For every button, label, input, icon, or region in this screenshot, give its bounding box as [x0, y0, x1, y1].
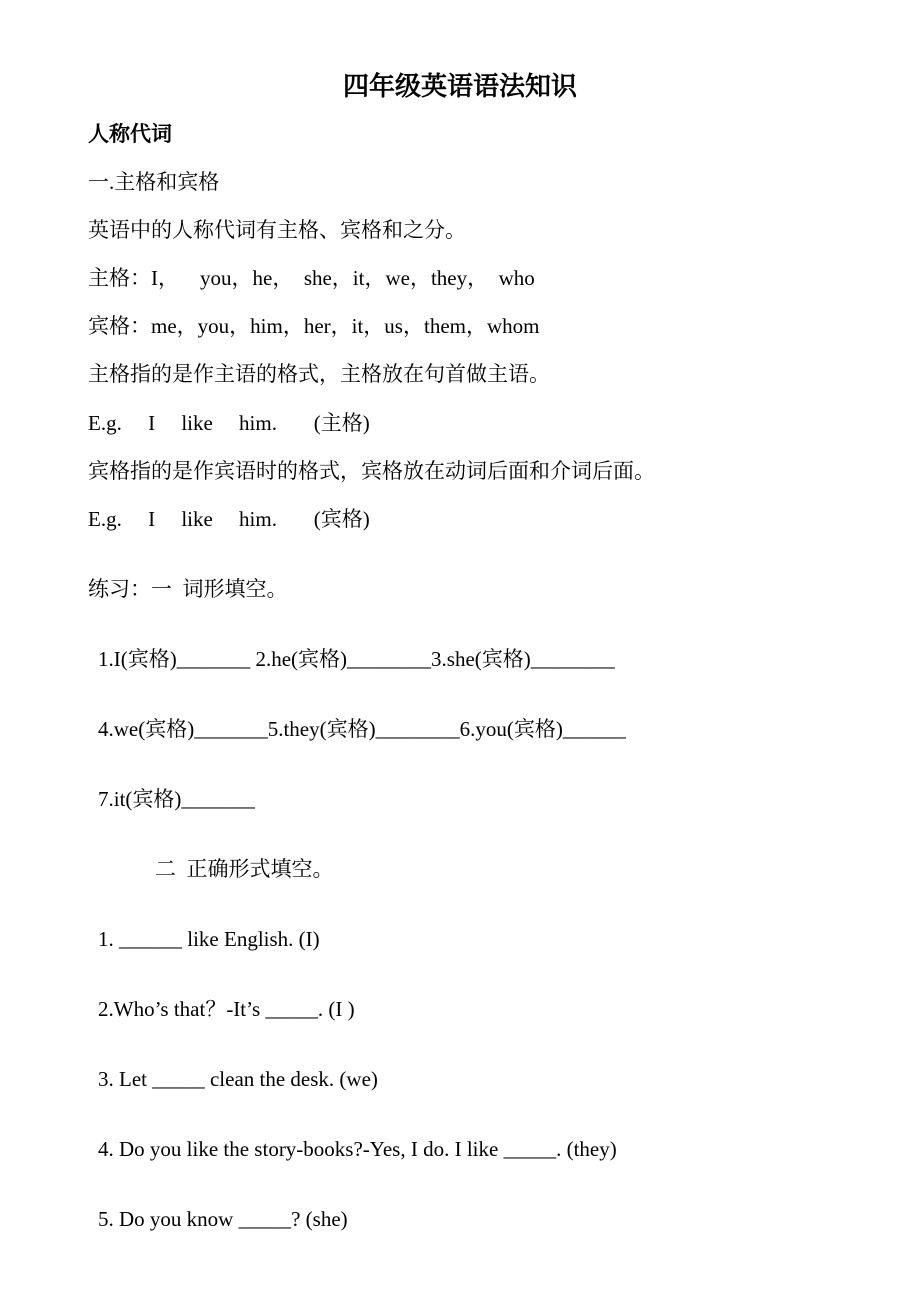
exercise1-line: 4.we(宾格)_______5.they(宾格)________6.you(宾格)______: [98, 717, 626, 741]
exercise1-line: 7.it(宾格)_______: [98, 787, 255, 811]
subject-forms-line: 主格：I， you，he， she，it，we，they， who: [88, 266, 535, 290]
exercise2-line: 4. Do you like the story-books?-Yes, I do. I like _____. (they): [98, 1137, 617, 1161]
exercise1-line: 1.I(宾格)_______ 2.he(宾格)________3.she(宾格)________: [98, 647, 615, 671]
exercise2-title: 二 正确形式填空。: [155, 857, 334, 881]
page-title: 四年级英语语法知识: [342, 72, 577, 101]
intro-text: 英语中的人称代词有主格、宾格和之分。: [88, 218, 466, 242]
exercise2-line: 2.Who’s that？-It’s _____. (I ): [98, 997, 355, 1021]
exercise-title: 练习：一 词形填空。: [88, 577, 288, 601]
example-object: E.g. I like him. (宾格): [88, 507, 370, 531]
object-forms-line: 宾格：me，you，him，her，it，us，them，whom: [88, 314, 540, 338]
example-subject: E.g. I like him. (主格): [88, 411, 370, 435]
subsection-heading: 一.主格和宾格: [88, 170, 220, 194]
exercise2-line: 5. Do you know _____? (she): [98, 1207, 348, 1231]
exercise2-line: 1. ______ like English. (I): [98, 927, 320, 951]
exercise2-line: 3. Let _____ clean the desk. (we): [98, 1067, 378, 1091]
subject-explanation: 主格指的是作主语的格式，主格放在句首做主语。: [88, 362, 550, 386]
object-explanation: 宾格指的是作宾语时的格式，宾格放在动词后面和介词后面。: [88, 459, 655, 483]
section-heading: 人称代词: [88, 122, 172, 146]
